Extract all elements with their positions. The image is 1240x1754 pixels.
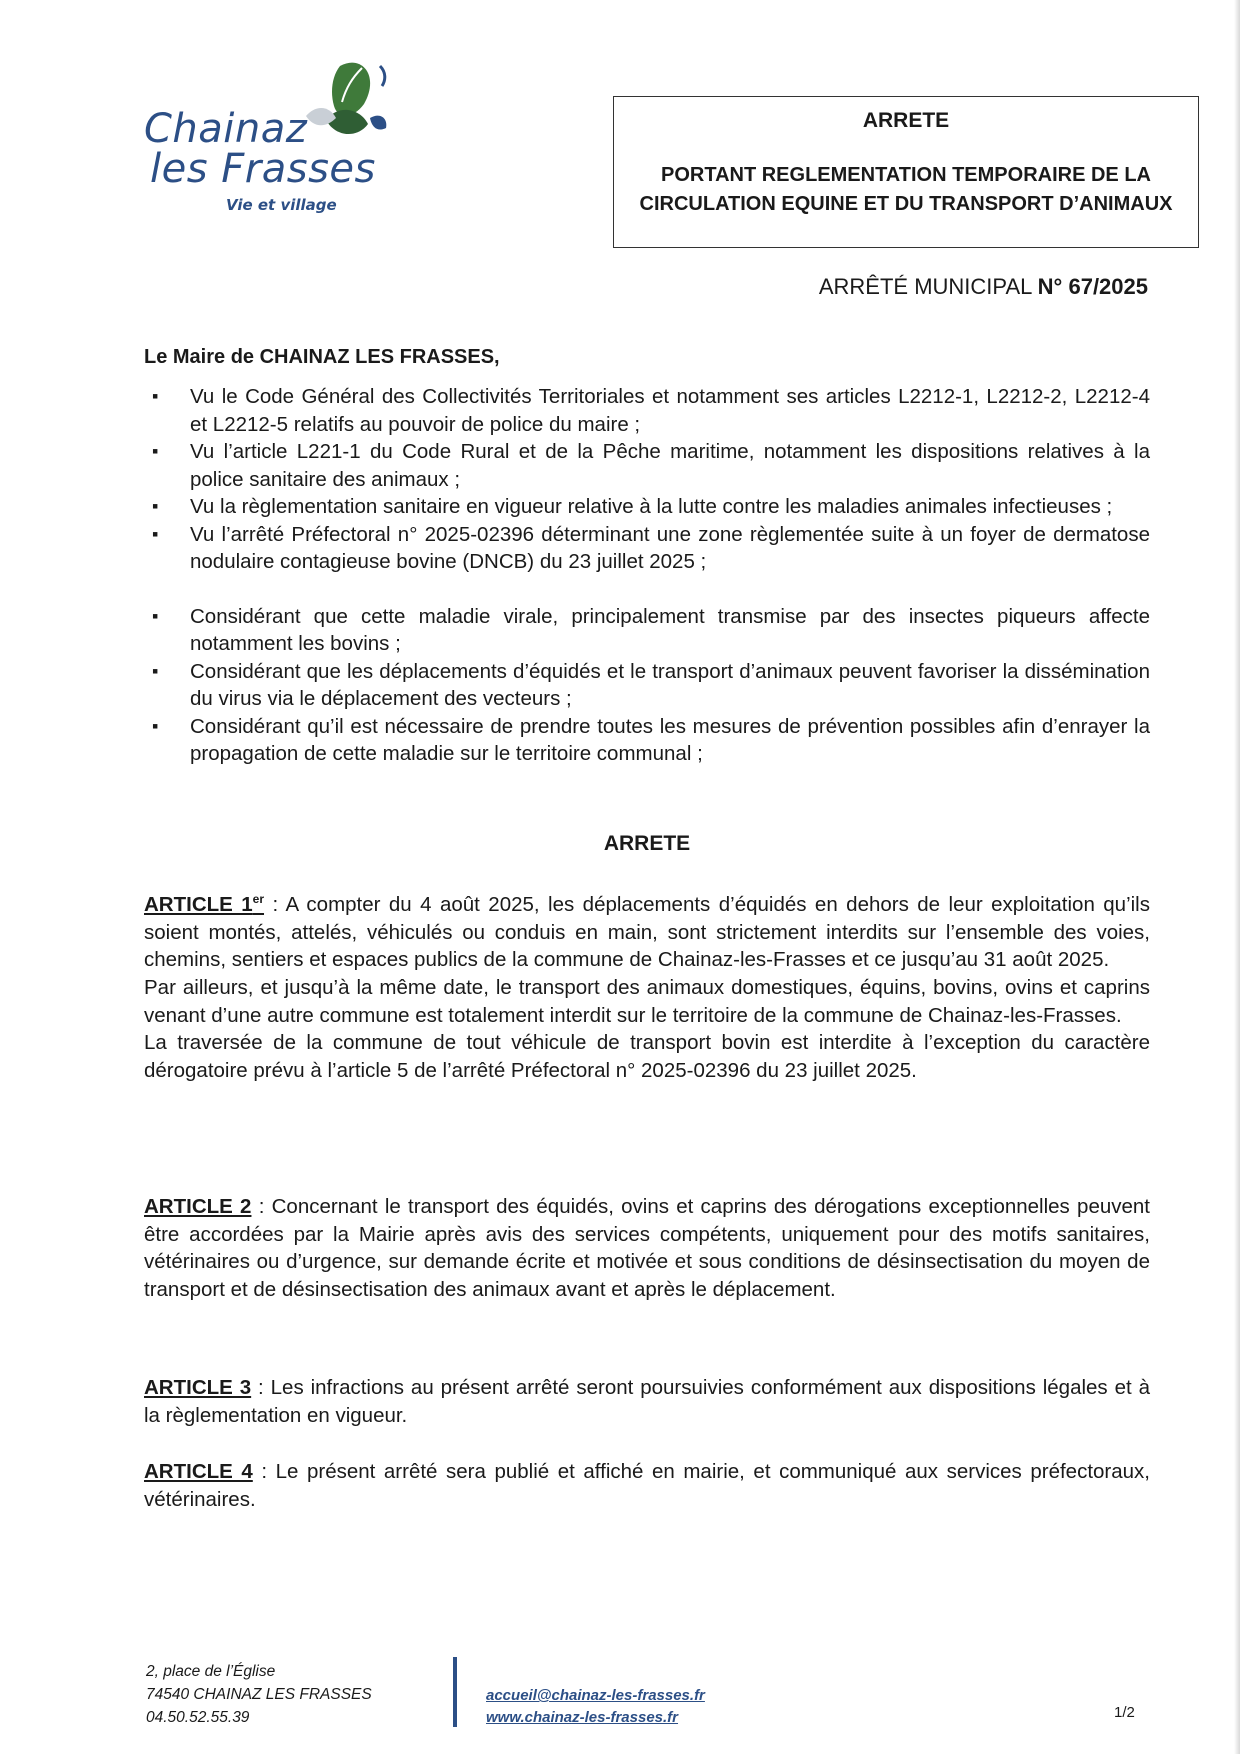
- leaf-logo-icon: [302, 58, 392, 158]
- document-subtitle: [614, 161, 1198, 219]
- article-3-text: : Les infractions au présent arrêté seront poursuivies conformément aux dispositions légales et à la règlementation en vigueur.: [144, 1376, 1150, 1427]
- footer-links: [486, 1685, 705, 1729]
- article-1-paragraph-2: Par ailleurs, et jusqu’à la même date, le transport des animaux domestiques, équins, bovins, ovins et caprins venant d’une autre commune est totalement interdit sur le territoire de la commune de Chainaz-les-Frasses.: [144, 975, 1150, 1027]
- article-4-paragraph: [144, 1458, 1150, 1513]
- visa-item: ▪ Vu l’article L221-1 du Code Rural et de la Pêche maritime, notamment les dispositions relatives à la police sanitaire des animaux ;: [144, 438, 1150, 493]
- title-box: [613, 96, 1199, 248]
- municipality-logo: [140, 58, 390, 218]
- footer-address-line-2: 74540 CHAINAZ LES FRASSES: [146, 1686, 372, 1703]
- footer-address-line-1: 2, place de l’Église: [146, 1663, 276, 1680]
- article-1-sup: er: [252, 892, 265, 906]
- footer-website-link[interactable]: www.chainaz-les-frasses.fr: [486, 1709, 679, 1726]
- logo-text-les-frasses: les Frasses: [150, 146, 376, 192]
- article-1: [144, 886, 1150, 1085]
- considerant-item: ▪ Considérant que les déplacements d’équidés et le transport d’animaux peuvent favoriser la dissémination du virus via le déplacement des vecteurs ;: [144, 658, 1150, 713]
- subtitle-line-2: CIRCULATION EQUINE ET DU TRANSPORT D’ANIMAUX: [639, 193, 1173, 215]
- article-4: [144, 1458, 1150, 1513]
- article-1-paragraph-3: La traversée de la commune de tout véhicule de transport bovin est interdite à l’exception du caractère dérogatoire prévu à l’article 5 de l’arrêté Préfectoral n° 2025-02396 du 23 juillet 2025.: [144, 1031, 1150, 1083]
- subtitle-line-1: PORTANT REGLEMENTATION TEMPORAIRE DE LA: [661, 164, 1151, 186]
- logo-tagline: Vie et village: [226, 196, 337, 214]
- visa-item: ▪ Vu la règlementation sanitaire en vigueur relative à la lutte contre les maladies animales infectieuses ;: [144, 493, 1150, 521]
- article-3-label: ARTICLE 3: [144, 1376, 252, 1399]
- article-1-label: ARTICLE 1er: [144, 892, 265, 916]
- visa-item: ▪ Vu l’arrêté Préfectoral n° 2025-02396 déterminant une zone règlementée suite à un foyer de dermatose nodulaire contagieuse bovine (DNCB) du 23 juillet 2025 ;: [144, 521, 1150, 576]
- article-2-paragraph: [144, 1193, 1150, 1304]
- article-2-text: : Concernant le transport des équidés, ovins et caprins des dérogations exceptionnelles peuvent être accordées par la Mairie après avis des services compétents, uniquement pour des motifs sanitaires, vétérinaires ou d’urgence, sur demande écrite et motivée et sous conditions de désinsectisation du moyen de transport et de désinsectisation des animaux avant et après le déplacement.: [144, 1195, 1150, 1302]
- arrete-number-prefix: ARRÊTÉ MUNICIPAL: [818, 274, 1038, 299]
- article-1-paragraph-1: [144, 886, 1150, 974]
- arrete-heading: ARRETE: [603, 832, 691, 855]
- logo-text-chainaz: Chainaz: [144, 106, 308, 152]
- arrete-number-value: N° 67/2025: [1037, 274, 1148, 299]
- footer-address: [146, 1660, 372, 1729]
- article-4-text: : Le présent arrêté sera publié et affiché en mairie, et communiqué aux services préfectoraux, vétérinaires.: [144, 1460, 1150, 1511]
- visa-list: [144, 383, 1150, 768]
- page-edge-shadow: [1234, 0, 1240, 1754]
- article-3-paragraph: [144, 1374, 1150, 1429]
- article-1-text: : A compter du 4 août 2025, les déplacements d’équidés en dehors de leur exploitation qu’ils soient montés, attelés, véhiculés ou conduis en main, sont strictement interdits sur l’ensemble des voies, chemins, sentiers et espaces publics de la commune de Chainaz-les-Frasses et ce jusqu’au 31 août 2025.: [144, 892, 1150, 972]
- visa-item: ▪ Vu le Code Général des Collectivités Territoriales et notamment ses articles L2212-1, L2212-2, L2212-4 et L2212-5 relatifs au pouvoir de police du maire ;: [144, 383, 1150, 438]
- footer-divider: [453, 1657, 457, 1727]
- document-title: ARRETE: [862, 109, 950, 132]
- article-3: [144, 1374, 1150, 1429]
- article-2-label: ARTICLE 2: [144, 1195, 252, 1218]
- article-4-label: ARTICLE 4: [144, 1460, 253, 1483]
- article-2: [144, 1193, 1150, 1304]
- considerant-item: ▪ Considérant que cette maladie virale, principalement transmise par des insectes piqueurs affecte notamment les bovins ;: [144, 603, 1150, 658]
- footer-phone: 04.50.52.55.39: [146, 1709, 250, 1726]
- considerant-item: ▪ Considérant qu’il est nécessaire de prendre toutes les mesures de prévention possibles afin d’enrayer la propagation de cette maladie sur le territoire communal ;: [144, 713, 1150, 768]
- page-number: 1/2: [1114, 1704, 1135, 1721]
- arrete-number: [819, 274, 1148, 300]
- maire-heading: Le Maire de CHAINAZ LES FRASSES,: [144, 346, 500, 368]
- footer-email-link[interactable]: accueil@chainaz-les-frasses.fr: [486, 1687, 705, 1704]
